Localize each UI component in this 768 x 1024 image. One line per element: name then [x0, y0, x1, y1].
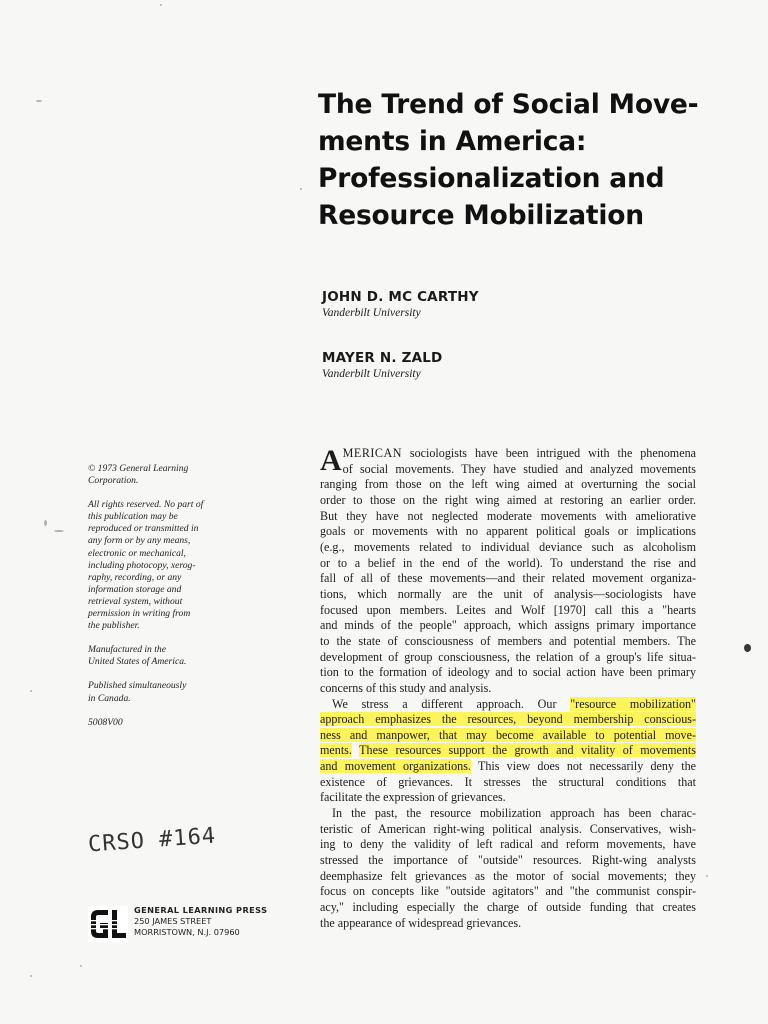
sidebar-line: © 1973 General Learning: [88, 463, 189, 474]
sidebar-line: Published simultaneously: [88, 680, 187, 692]
sidebar-line: retrieval system, without: [88, 595, 183, 607]
rights-notice: [88, 499, 238, 632]
text-line: order to those on the right wing aimed at restoring an earlier order.: [320, 492, 696, 507]
text-line: (e.g., movements related to individual deviance such as alcoholism: [320, 539, 696, 554]
text-line: goals or movements with no apparent political goals or implications: [320, 524, 696, 539]
author-block: [322, 350, 622, 380]
article-body: [320, 446, 696, 931]
title-line: ments in America:: [318, 126, 587, 157]
author-affiliation: Vanderbilt University: [322, 368, 421, 380]
sidebar-line: electronic or mechanical,: [88, 547, 186, 559]
author-block: [322, 289, 622, 319]
text-line: [320, 743, 696, 759]
text-line: ranging from those on the left wing aimed at overturning the social: [320, 477, 696, 492]
publisher-address: [134, 905, 267, 938]
sidebar-line: any form or by any means,: [88, 535, 191, 547]
manufactured-notice: [88, 644, 238, 668]
published-notice: [88, 680, 238, 704]
highlighted-text: approach emphasizes the resources, beyond membership conscious-: [320, 712, 696, 727]
scan-speck: [300, 188, 302, 190]
text-line: [320, 759, 696, 775]
paragraph: [320, 446, 696, 697]
text-line: the appearance of widespread grievances.: [320, 915, 522, 930]
highlighted-text: ness and manpower, that may become available to potential move-: [320, 727, 696, 742]
paragraph: [320, 697, 696, 807]
text-line: acy," including especially the charge of outside funding that creates: [320, 900, 696, 915]
title-line: Professionalization and: [318, 163, 665, 194]
scan-speck: [54, 530, 64, 532]
text-line: facilitate the expression of grievances.: [320, 790, 506, 805]
sidebar-line: the publisher.: [88, 620, 140, 632]
sidebar-line: this publication may be: [88, 511, 178, 523]
paragraph: [320, 806, 696, 931]
author-name: MAYER N. ZALD: [322, 350, 443, 366]
sidebar-line: raphy, recording, or any: [88, 571, 182, 583]
sidebar-line: All rights reserved. No part of: [88, 499, 204, 511]
first-word: MERICAN: [342, 446, 402, 460]
title-line: Resource Mobilization: [318, 200, 644, 231]
text-line: or to a belief in the end of the world). To understand the rise and: [320, 555, 696, 570]
highlighted-text: These resources support the growth and vitality of movements: [359, 743, 696, 758]
text-line: But they have not neglected moderate movements with ameliorative: [320, 508, 696, 523]
sidebar-line: Corporation.: [88, 475, 139, 487]
text-line: teristic of American right-wing political analysis. Conservatives, wish-: [320, 821, 696, 836]
text-fragment: sociologists have been intrigued with the phenomena: [401, 446, 696, 460]
sidebar-line: permission in writing from: [88, 608, 191, 620]
title-line: The Trend of Social Move-: [318, 89, 699, 120]
text-line: deemphasize felt grievances as the motor of social movements; they: [320, 868, 696, 883]
sidebar-line: Manufactured in the: [88, 644, 166, 656]
publisher-logo-icon: [88, 906, 128, 942]
text-line: [320, 697, 696, 713]
scan-speck: [160, 4, 162, 6]
text-line: concerns of this study and analysis.: [320, 680, 492, 695]
highlighted-text: "resource mobilization": [570, 696, 696, 711]
author-name: JOHN D. MC CARTHY: [322, 289, 479, 305]
text-line: [320, 728, 696, 744]
drop-cap: A: [320, 444, 342, 477]
scan-speck: [36, 100, 42, 102]
publisher-street: 250 JAMES STREET: [134, 916, 212, 926]
text-fragment: We stress a different approach. Our: [332, 696, 571, 711]
catalog-code: 5008V00: [88, 716, 123, 728]
text-line: fall of all of these movements—and their related movement organiza-: [320, 571, 696, 586]
text-line: to the state of consciousness of members and potential members. The: [320, 633, 696, 648]
author-affiliation: Vanderbilt University: [322, 307, 421, 319]
sidebar-line: reproduced or transmitted in: [88, 523, 199, 535]
text-line: and minds of the people" approach, which assigns primary importance: [320, 618, 696, 633]
text-line: development of group consciousness, the relation of a group's life situa-: [320, 649, 696, 664]
publisher-city: MORRISTOWN, N.J. 07960: [134, 927, 240, 937]
text-line: focus on concepts like "outside agitators" and "the communist conspir-: [320, 884, 696, 899]
text-line: tions, which normally are the unit of analysis—sociologists have: [320, 586, 696, 601]
scan-speck: [744, 644, 751, 652]
scan-speck: [706, 875, 708, 877]
publisher-block: [88, 904, 288, 944]
text-line: In the past, the resource mobilization approach has been charac-: [332, 806, 696, 821]
text-line: tion to the formation of ideology and to social action have been primary: [320, 665, 696, 680]
highlighted-text: and movement organizations.: [320, 759, 471, 774]
sidebar-line: in Canada.: [88, 692, 131, 704]
scan-speck: [44, 520, 47, 526]
text-line: stressed the importance of "outside" resources. Right-wing analysts: [320, 853, 696, 868]
text-line: [320, 712, 696, 728]
copyright-notice: [88, 463, 238, 487]
text-line: [320, 446, 696, 462]
scan-speck: [30, 690, 32, 692]
sidebar-line: information storage and: [88, 583, 182, 595]
sidebar-line: United States of America.: [88, 656, 187, 668]
text-line: of social movements. They have studied and analyzed movements: [342, 461, 696, 476]
article-title: [318, 86, 738, 234]
highlighted-text: ments.: [320, 743, 352, 758]
scan-speck: [80, 965, 82, 967]
scan-speck: [30, 975, 32, 977]
text-line: existence of grievances. It stresses the structural conditions that: [320, 774, 696, 789]
publisher-name: GENERAL LEARNING PRESS: [134, 905, 268, 915]
text-fragment: This view does not necessarily deny the: [470, 759, 696, 774]
copyright-sidebar: [88, 463, 238, 741]
sidebar-line: including photocopy, xerog-: [88, 559, 196, 571]
handwritten-note: CRSO #164: [87, 823, 217, 858]
text-line: ing to deny the validity of left radical and reform movements, have: [320, 837, 696, 852]
text-line: focused upon members. Leites and Wolf [1970] call this a "hearts: [320, 602, 696, 617]
